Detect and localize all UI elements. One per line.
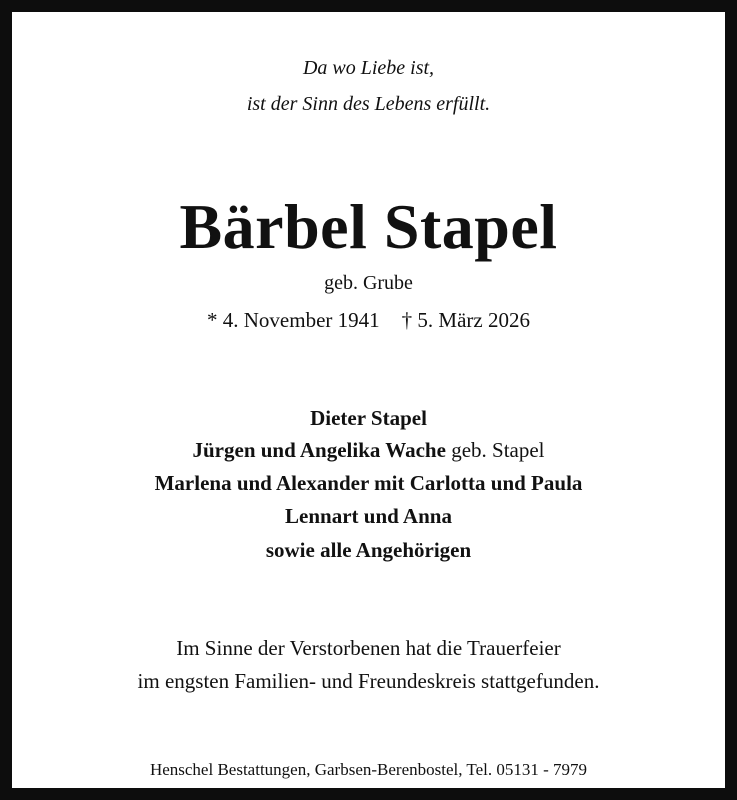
mourner-names: Jürgen und Angelika Wache [192,438,446,462]
message-line-1: Im Sinne der Verstorbenen hat die Trauerfeier [176,636,561,660]
life-dates [24,308,713,333]
funeral-home-footer: Henschel Bestattungen, Garbsen-Berenbostel, Tel. 05131 - 7979 [149,760,588,779]
birth-date: * 4. November 1941 [207,308,380,332]
mourner-line-5: sowie alle Angehörigen [265,538,472,562]
death-date: † 5. März 2026 [401,308,530,332]
mourner-line-2 [24,438,713,463]
mourner-line-1: Dieter Stapel [310,406,427,430]
mourner-line-4: Lennart und Anna [285,504,452,528]
birth-name: geb. Grube [324,272,413,294]
motto-line-1: Da wo Liebe ist, [302,57,435,79]
motto-line-2: ist der Sinn des Lebens erfüllt. [246,93,491,115]
mourner-line-3: Marlena und Alexander mit Carlotta und Paula [154,471,583,495]
message-line-2: im engsten Familien- und Freundeskreis stattgefunden. [137,669,600,693]
deceased-name: Bärbel Stapel [179,191,558,262]
mourner-birth-name: geb. Stapel [451,438,545,462]
